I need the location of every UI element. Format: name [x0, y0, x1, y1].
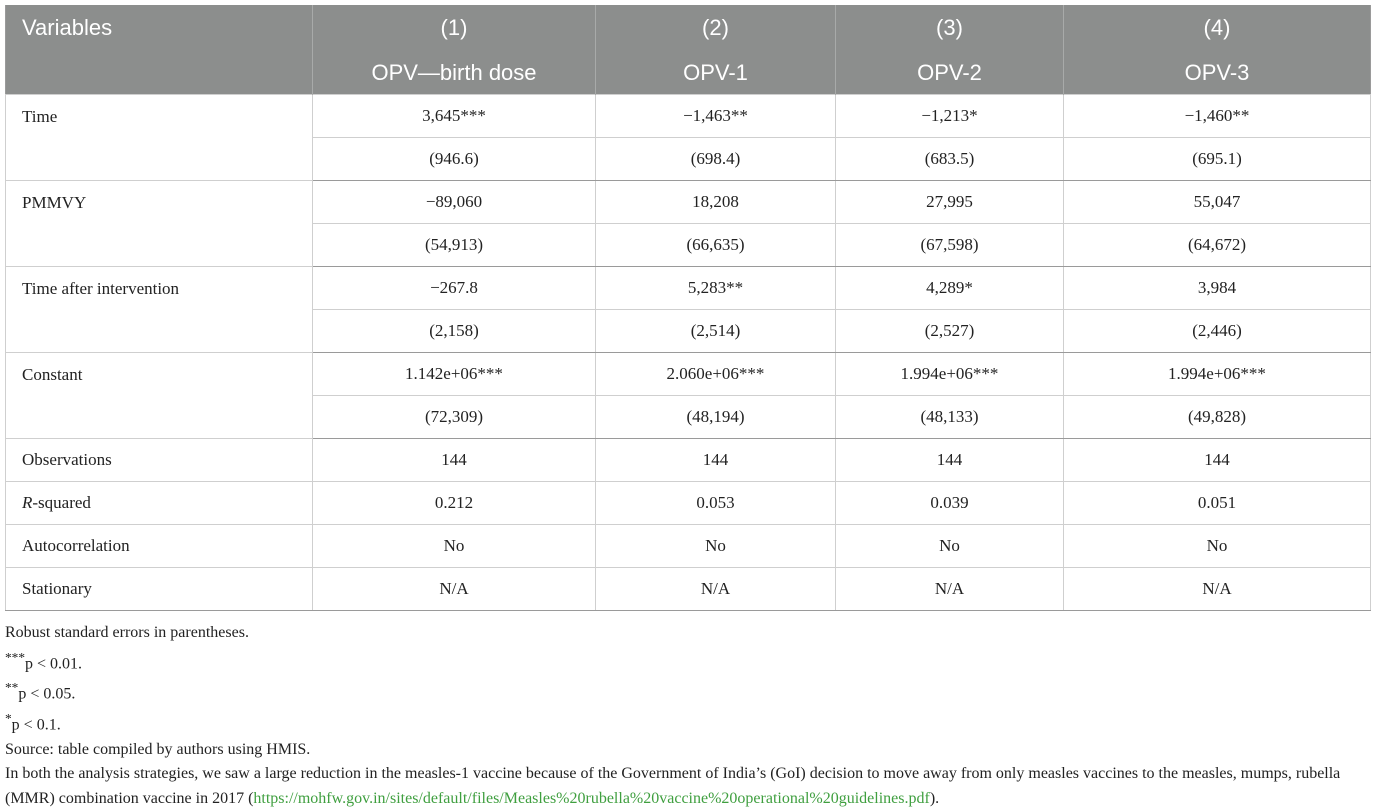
note-p005-text: p < 0.05.: [18, 685, 76, 703]
cell: (64,672): [1064, 224, 1371, 267]
header-col-2-num: (2): [596, 5, 836, 51]
cell: (695.1): [1064, 138, 1371, 181]
cell: 1.994e+06***: [1064, 353, 1371, 396]
cell: 3,645***: [313, 95, 596, 138]
cell: (48,194): [596, 396, 836, 439]
note-robust: Robust standard errors in parentheses.: [5, 624, 249, 641]
cell: (49,828): [1064, 396, 1371, 439]
cell: 3,984: [1064, 267, 1371, 310]
cell: 144: [596, 439, 836, 482]
cell: 27,995: [836, 181, 1064, 224]
row-label-stationary: Stationary: [6, 568, 313, 611]
header-col-3-name: OPV-2: [836, 51, 1064, 95]
header-empty: [6, 51, 313, 95]
cell: (2,446): [1064, 310, 1371, 353]
row-label-rsquared: [6, 482, 313, 525]
row-label-autocorrelation: Autocorrelation: [6, 525, 313, 568]
note-p005-stars: **: [5, 680, 19, 696]
cell: −267.8: [313, 267, 596, 310]
table-row-rsquared: [6, 482, 1371, 525]
cell: (2,514): [596, 310, 836, 353]
cell: −1,460**: [1064, 95, 1371, 138]
cell: 0.212: [313, 482, 596, 525]
header-col-1-name: OPV—birth dose: [313, 51, 596, 95]
note-measles-end: ).: [929, 789, 940, 807]
header-col-4-name: OPV-3: [1064, 51, 1371, 95]
note-source: Source: table compiled by authors using HMIS.: [5, 740, 311, 758]
cell: 18,208: [596, 181, 836, 224]
note-p001: [5, 646, 1370, 677]
row-label-pmmvy: PMMVY: [6, 181, 313, 267]
cell: 0.039: [836, 482, 1064, 525]
header-row-numbers: [6, 5, 1371, 51]
table-notes: [5, 621, 1370, 811]
cell: 2.060e+06***: [596, 353, 836, 396]
cell: N/A: [313, 568, 596, 611]
cell: 5,283**: [596, 267, 836, 310]
header-variables: Variables: [6, 5, 313, 51]
cell: −1,213*: [836, 95, 1064, 138]
row-label-time: Time: [6, 95, 313, 181]
cell: No: [836, 525, 1064, 568]
cell: 4,289*: [836, 267, 1064, 310]
cell: N/A: [836, 568, 1064, 611]
cell: No: [1064, 525, 1371, 568]
table-row-observations: [6, 439, 1371, 482]
cell: (66,635): [596, 224, 836, 267]
row-label-constant: Constant: [6, 353, 313, 439]
cell: (2,527): [836, 310, 1064, 353]
cell: (683.5): [836, 138, 1064, 181]
header-col-1-num: (1): [313, 5, 596, 51]
cell: 0.051: [1064, 482, 1371, 525]
table-row-tai-coef: [6, 267, 1371, 310]
note-p001-text: p < 0.01.: [25, 654, 83, 672]
cell: 144: [1064, 439, 1371, 482]
cell: 0.053: [596, 482, 836, 525]
header-col-2-name: OPV-1: [596, 51, 836, 95]
note-measles-text: In both the analysis strategies, we saw a large reduction in the measles-1 vaccine because of the Government of India’s (GoI) decision to move away from only measles vaccines to the measles, mumps, rubella (MMR) combination vaccine in 2017 (: [5, 765, 1341, 807]
cell: No: [313, 525, 596, 568]
header-col-4-num: (4): [1064, 5, 1371, 51]
note-p01: [5, 707, 1370, 738]
table-row-stationary: [6, 568, 1371, 611]
note-measles: [5, 762, 1370, 811]
cell: N/A: [1064, 568, 1371, 611]
regression-table: [5, 5, 1371, 611]
note-p005: [5, 676, 1370, 707]
table-row-time-coef: [6, 95, 1371, 138]
table-row-autocorrelation: [6, 525, 1371, 568]
cell: 144: [836, 439, 1064, 482]
cell: 1.994e+06***: [836, 353, 1064, 396]
note-p001-stars: ***: [5, 649, 25, 665]
cell: (698.4): [596, 138, 836, 181]
table-row-constant-coef: [6, 353, 1371, 396]
cell: No: [596, 525, 836, 568]
cell: 1.142e+06***: [313, 353, 596, 396]
rsquared-italic: R: [22, 493, 33, 512]
cell: N/A: [596, 568, 836, 611]
header-col-3-num: (3): [836, 5, 1064, 51]
table-row-pmmvy-coef: [6, 181, 1371, 224]
regression-table-container: [5, 5, 1370, 811]
row-label-time-after-intervention: Time after intervention: [6, 267, 313, 353]
cell: (54,913): [313, 224, 596, 267]
cell: 144: [313, 439, 596, 482]
cell: −89,060: [313, 181, 596, 224]
cell: (946.6): [313, 138, 596, 181]
note-p01-text: p < 0.1.: [11, 716, 61, 734]
cell: −1,463**: [596, 95, 836, 138]
note-p01-stars: *: [5, 711, 12, 727]
cell: (67,598): [836, 224, 1064, 267]
row-label-observations: Observations: [6, 439, 313, 482]
header-row-names: [6, 51, 1371, 95]
cell: (48,133): [836, 396, 1064, 439]
measles-guidelines-link[interactable]: https://mohfw.gov.in/sites/default/files/Measles%20rubella%20vaccine%20operational%20guidelines.pdf: [253, 789, 930, 807]
cell: (2,158): [313, 310, 596, 353]
rsquared-rest: -squared: [32, 493, 91, 512]
cell: 55,047: [1064, 181, 1371, 224]
cell: (72,309): [313, 396, 596, 439]
